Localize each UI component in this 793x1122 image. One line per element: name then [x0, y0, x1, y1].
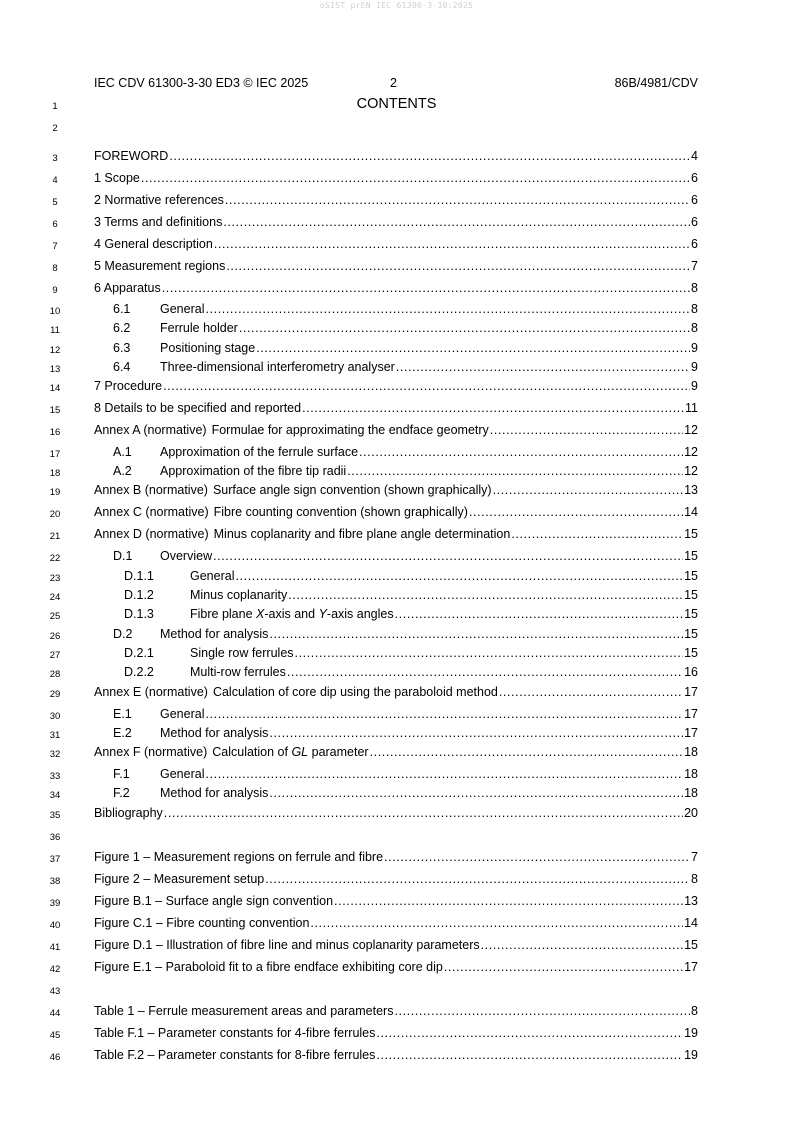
toc-entry-title: FOREWORD: [94, 149, 169, 163]
toc-entry-annex-b[interactable]: [94, 483, 698, 497]
line-number: 21: [49, 531, 61, 542]
figure-entry-title: Figure 2 – Measurement setup: [94, 872, 265, 886]
leader-dots: [511, 527, 683, 541]
toc-entry-number: F.2: [113, 786, 130, 800]
toc-entry-page: 17: [684, 707, 698, 721]
toc-entry-number: 6.4: [113, 360, 131, 374]
line-number: 24: [49, 592, 61, 603]
leader-dots: [469, 505, 683, 519]
toc-entry-number: D.2.2: [124, 665, 154, 679]
figure-entry[interactable]: [94, 938, 698, 952]
toc-entry-6-1[interactable]: [94, 302, 698, 316]
line-number: 16: [49, 427, 61, 438]
figure-entry-title: Figure D.1 – Illustration of fibre line and minus coplanarity parameters: [94, 938, 480, 952]
leader-dots: [334, 894, 683, 908]
leader-dots: [376, 1026, 683, 1040]
toc-entry-page: 12: [684, 445, 698, 459]
line-number: 41: [49, 942, 61, 953]
figure-entry-page: 7: [691, 850, 698, 864]
line-number: 4: [52, 175, 58, 186]
annex-label: Annex B (normative): [94, 483, 208, 497]
leader-dots: [225, 193, 690, 207]
toc-entry-page: 8: [691, 321, 698, 335]
line-number: 15: [49, 405, 61, 416]
line-number: 25: [49, 611, 61, 622]
toc-entry-e-1[interactable]: [94, 707, 698, 721]
line-number: 1: [52, 101, 58, 112]
leader-dots: [235, 569, 683, 583]
toc-entry-number: E.1: [113, 707, 132, 721]
header-document-id: IEC CDV 61300-3-30 ED3 © IEC 2025: [94, 76, 309, 90]
toc-entry-number: D.1.2: [124, 588, 154, 602]
figure-entry[interactable]: [94, 894, 698, 908]
annex-label: Annex A (normative): [94, 423, 207, 437]
table-entry-page: 19: [684, 1026, 698, 1040]
line-number: 45: [49, 1030, 61, 1041]
figure-entry-page: 17: [684, 960, 698, 974]
toc-entry-number: A.2: [113, 464, 132, 478]
toc-entry-page: 18: [684, 745, 698, 759]
toc-entry-number: D.2: [113, 627, 133, 641]
toc-entry-procedure[interactable]: [94, 379, 698, 393]
toc-entry-page: 6: [691, 237, 698, 251]
line-number: 27: [49, 650, 61, 661]
leader-dots: [490, 423, 683, 437]
toc-entry-annex-a[interactable]: [94, 423, 698, 437]
toc-entry-title: Method for analysis: [160, 786, 269, 800]
line-number: 40: [49, 920, 61, 931]
figure-entry-title: Figure E.1 – Paraboloid fit to a fibre endface exhibiting core dip: [94, 960, 443, 974]
line-number: 3: [52, 153, 58, 164]
leader-dots: [396, 360, 690, 374]
toc-entry-annex-e[interactable]: [94, 685, 698, 699]
toc-entry-title: General: [160, 767, 205, 781]
leader-dots: [269, 786, 683, 800]
figure-entry[interactable]: [94, 850, 698, 864]
header-page-number: 2: [390, 76, 397, 90]
toc-entry-page: 9: [691, 360, 698, 374]
toc-entry-d-1[interactable]: [94, 549, 698, 563]
toc-entry-page: 18: [684, 786, 698, 800]
toc-entry-title: General: [190, 569, 235, 583]
toc-entry-number: 6.2: [113, 321, 131, 335]
line-number: 36: [49, 832, 61, 843]
toc-entry-page: 13: [684, 483, 698, 497]
line-number: 8: [52, 263, 58, 274]
line-number: 44: [49, 1008, 61, 1019]
toc-entry-page: 7: [691, 259, 698, 273]
toc-entry-number: F.1: [113, 767, 130, 781]
toc-entry-page: 12: [684, 423, 698, 437]
toc-entry-d-1-2[interactable]: [94, 588, 698, 602]
figure-entry[interactable]: [94, 916, 698, 930]
toc-entry-page: 12: [684, 464, 698, 478]
toc-entry-title: Overview: [160, 549, 213, 563]
leader-dots: [302, 401, 684, 415]
leader-dots: [213, 549, 683, 563]
leader-dots: [288, 588, 683, 602]
toc-entry-page: 15: [684, 646, 698, 660]
toc-entry-bibliography[interactable]: [94, 806, 698, 820]
line-number: 42: [49, 964, 61, 975]
toc-entry-normative-references[interactable]: [94, 193, 698, 207]
toc-entry-d-2-1[interactable]: [94, 646, 698, 660]
leader-dots: [256, 341, 690, 355]
line-number: 9: [52, 285, 58, 296]
toc-entry-page: 15: [684, 627, 698, 641]
leader-dots: [169, 149, 690, 163]
toc-entry-title: Minus coplanarity: [190, 588, 288, 602]
leader-dots: [223, 215, 690, 229]
leader-dots: [162, 281, 690, 295]
leader-dots: [141, 171, 690, 185]
toc-entry-d-2-2[interactable]: [94, 665, 698, 679]
toc-entry-f-1[interactable]: [94, 767, 698, 781]
toc-entry-page: 17: [684, 726, 698, 740]
line-number: 18: [49, 468, 61, 479]
toc-entry-page: 20: [684, 806, 698, 820]
line-number: 43: [49, 986, 61, 997]
toc-entry-page: 6: [691, 171, 698, 185]
toc-entry-title: Approximation of the fibre tip radii: [160, 464, 347, 478]
toc-entry-title: 2 Normative references: [94, 193, 224, 207]
leader-dots: [214, 237, 690, 251]
toc-entry-page: 16: [684, 665, 698, 679]
annex-label: Annex C (normative): [94, 505, 209, 519]
line-number: 13: [49, 364, 61, 375]
toc-entry-title: Three-dimensional interferometry analyser: [160, 360, 395, 374]
toc-entry-title: 6 Apparatus: [94, 281, 161, 295]
toc-entry-terms-and-definitions[interactable]: [94, 215, 698, 229]
leader-dots: [376, 1048, 683, 1062]
line-number: 35: [49, 810, 61, 821]
annex-label: Annex F (normative): [94, 745, 208, 759]
table-entry[interactable]: [94, 1048, 698, 1062]
line-number: 26: [49, 631, 61, 642]
line-number: 38: [49, 876, 61, 887]
line-number: 10: [49, 306, 61, 317]
toc-entry-page: 11: [685, 401, 698, 415]
figure-entry-page: 13: [684, 894, 698, 908]
toc-entry-title: Bibliography: [94, 806, 163, 820]
toc-entry-title: 1 Scope: [94, 171, 140, 185]
leader-dots: [370, 745, 684, 759]
toc-entry-page: 6: [691, 215, 698, 229]
toc-entry-annex-f[interactable]: [94, 745, 698, 759]
line-number: 28: [49, 669, 61, 680]
toc-entry-title: Surface angle sign convention (shown graphically): [212, 483, 492, 497]
leader-dots: [394, 1004, 690, 1018]
toc-entry-number: D.2.1: [124, 646, 154, 660]
annex-label: Annex E (normative): [94, 685, 208, 699]
toc-entry-title: 8 Details to be specified and reported: [94, 401, 302, 415]
toc-entry-page: 15: [684, 549, 698, 563]
toc-entry-title: Fibre counting convention (shown graphically): [213, 505, 468, 519]
leader-dots: [310, 916, 683, 930]
table-entry[interactable]: [94, 1004, 698, 1018]
toc-entry-number: D.1.1: [124, 569, 154, 583]
toc-entry-title: Fibre plane X-axis and Y-axis angles: [190, 607, 394, 621]
toc-entry-page: 9: [691, 379, 698, 393]
line-number: 11: [50, 325, 60, 336]
table-entry-page: 19: [684, 1048, 698, 1062]
leader-dots: [287, 665, 683, 679]
toc-entry-page: 15: [684, 588, 698, 602]
header-reference: 86B/4981/CDV: [614, 76, 698, 90]
toc-entry-measurement-regions[interactable]: [94, 259, 698, 273]
leader-dots: [295, 646, 684, 660]
toc-entry-title: General: [160, 707, 205, 721]
toc-entry-title: Single row ferrules: [190, 646, 294, 660]
toc-entry-number: A.1: [113, 445, 132, 459]
toc-entry-title: 5 Measurement regions: [94, 259, 226, 273]
line-number: 2: [52, 123, 58, 134]
toc-entry-title: 7 Procedure: [94, 379, 163, 393]
leader-dots: [226, 259, 690, 273]
figure-entry-page: 15: [684, 938, 698, 952]
leader-dots: [163, 379, 690, 393]
leader-dots: [481, 938, 683, 952]
toc-entry-title: General: [160, 302, 205, 316]
leader-dots: [359, 445, 683, 459]
table-entry-title: Table 1 – Ferrule measurement areas and parameters: [94, 1004, 394, 1018]
annex-label: Annex D (normative): [94, 527, 209, 541]
toc-entry-title: Multi-row ferrules: [190, 665, 286, 679]
toc-entry-page: 18: [684, 767, 698, 781]
leader-dots: [493, 483, 684, 497]
toc-entry-6-2[interactable]: [94, 321, 698, 335]
table-entry-title: Table F.1 – Parameter constants for 4-fibre ferrules: [94, 1026, 376, 1040]
toc-entry-title: Calculation of GL parameter: [212, 745, 369, 759]
figure-entry-page: 8: [691, 872, 698, 886]
leader-dots: [269, 627, 683, 641]
leader-dots: [265, 872, 690, 886]
toc-entry-number: D.1: [113, 549, 133, 563]
toc-entry-page: 6: [691, 193, 698, 207]
toc-entry-page: 14: [684, 505, 698, 519]
toc-entry-number: 6.3: [113, 341, 131, 355]
leader-dots: [164, 806, 683, 820]
toc-entry-a-1[interactable]: [94, 445, 698, 459]
toc-entry-title: Approximation of the ferrule surface: [160, 445, 359, 459]
toc-entry-title: Method for analysis: [160, 627, 269, 641]
line-number: 5: [52, 197, 58, 208]
line-number: 12: [49, 345, 61, 356]
toc-entry-title: Minus coplanarity and fibre plane angle determination: [213, 527, 511, 541]
toc-entry-apparatus[interactable]: [94, 281, 698, 295]
leader-dots: [205, 707, 683, 721]
toc-entry-annex-d[interactable]: [94, 527, 698, 541]
line-number: 22: [49, 553, 61, 564]
leader-dots: [384, 850, 690, 864]
leader-dots: [444, 960, 683, 974]
leader-dots: [239, 321, 690, 335]
toc-entry-d-1-1[interactable]: [94, 569, 698, 583]
table-entry-title: Table F.2 – Parameter constants for 8-fibre ferrules: [94, 1048, 376, 1062]
line-number: 33: [49, 771, 61, 782]
figure-entry[interactable]: [94, 872, 698, 886]
figure-entry[interactable]: [94, 960, 698, 974]
toc-entry-f-2[interactable]: [94, 786, 698, 800]
leader-dots: [269, 726, 683, 740]
line-number: 39: [49, 898, 61, 909]
toc-entry-6-4[interactable]: [94, 360, 698, 374]
figure-entry-title: Figure C.1 – Fibre counting convention: [94, 916, 310, 930]
line-number: 19: [49, 487, 61, 498]
toc-entry-foreword[interactable]: [94, 149, 698, 163]
line-number: 31: [49, 730, 61, 741]
line-number: 17: [49, 449, 61, 460]
toc-entry-page: 15: [684, 607, 698, 621]
toc-entry-details[interactable]: [94, 401, 698, 415]
watermark-text: oSIST prEN IEC 61300-3-30:2025: [319, 1, 474, 10]
toc-entry-title: 4 General description: [94, 237, 213, 251]
line-number: 14: [49, 383, 61, 394]
toc-entry-number: D.1.3: [124, 607, 154, 621]
toc-entry-title: Ferrule holder: [160, 321, 238, 335]
toc-entry-page: 4: [691, 149, 698, 163]
line-number: 23: [49, 573, 61, 584]
leader-dots: [205, 767, 683, 781]
toc-entry-a-2[interactable]: [94, 464, 698, 478]
table-entry[interactable]: [94, 1026, 698, 1040]
page-title: CONTENTS: [356, 96, 437, 112]
toc-entry-page: 9: [691, 341, 698, 355]
toc-entry-number: 6.1: [113, 302, 131, 316]
toc-entry-page: 8: [691, 281, 698, 295]
toc-entry-title: 3 Terms and definitions: [94, 215, 223, 229]
leader-dots: [347, 464, 683, 478]
table-entry-page: 8: [691, 1004, 698, 1018]
toc-entry-scope[interactable]: [94, 171, 698, 185]
line-number: 34: [49, 790, 61, 801]
line-number: 30: [49, 711, 61, 722]
line-number: 7: [52, 241, 58, 252]
toc-entry-title: Method for analysis: [160, 726, 269, 740]
line-number: 6: [52, 219, 58, 230]
toc-entry-title: Calculation of core dip using the paraboloid method: [212, 685, 498, 699]
line-number: 29: [49, 689, 61, 700]
leader-dots: [499, 685, 683, 699]
leader-dots: [395, 607, 683, 621]
toc-entry-page: 17: [684, 685, 698, 699]
line-number: 32: [49, 749, 61, 760]
toc-entry-page: 15: [684, 527, 698, 541]
figure-entry-title: Figure 1 – Measurement regions on ferrule and fibre: [94, 850, 384, 864]
toc-entry-d-2[interactable]: [94, 627, 698, 641]
toc-entry-title: Formulae for approximating the endface geometry: [211, 423, 489, 437]
line-number: 20: [49, 509, 61, 520]
figure-entry-page: 14: [684, 916, 698, 930]
toc-entry-6-3[interactable]: [94, 341, 698, 355]
line-number: 46: [49, 1052, 61, 1063]
line-number: 37: [49, 854, 61, 865]
toc-entry-annex-c[interactable]: [94, 505, 698, 519]
toc-entry-page: 15: [684, 569, 698, 583]
figure-entry-title: Figure B.1 – Surface angle sign convention: [94, 894, 334, 908]
toc-entry-title: Positioning stage: [160, 341, 256, 355]
toc-entry-general-description[interactable]: [94, 237, 698, 251]
toc-entry-number: E.2: [113, 726, 132, 740]
toc-entry-page: 8: [691, 302, 698, 316]
toc-entry-d-1-3[interactable]: [94, 607, 698, 621]
leader-dots: [205, 302, 690, 316]
toc-entry-e-2[interactable]: [94, 726, 698, 740]
